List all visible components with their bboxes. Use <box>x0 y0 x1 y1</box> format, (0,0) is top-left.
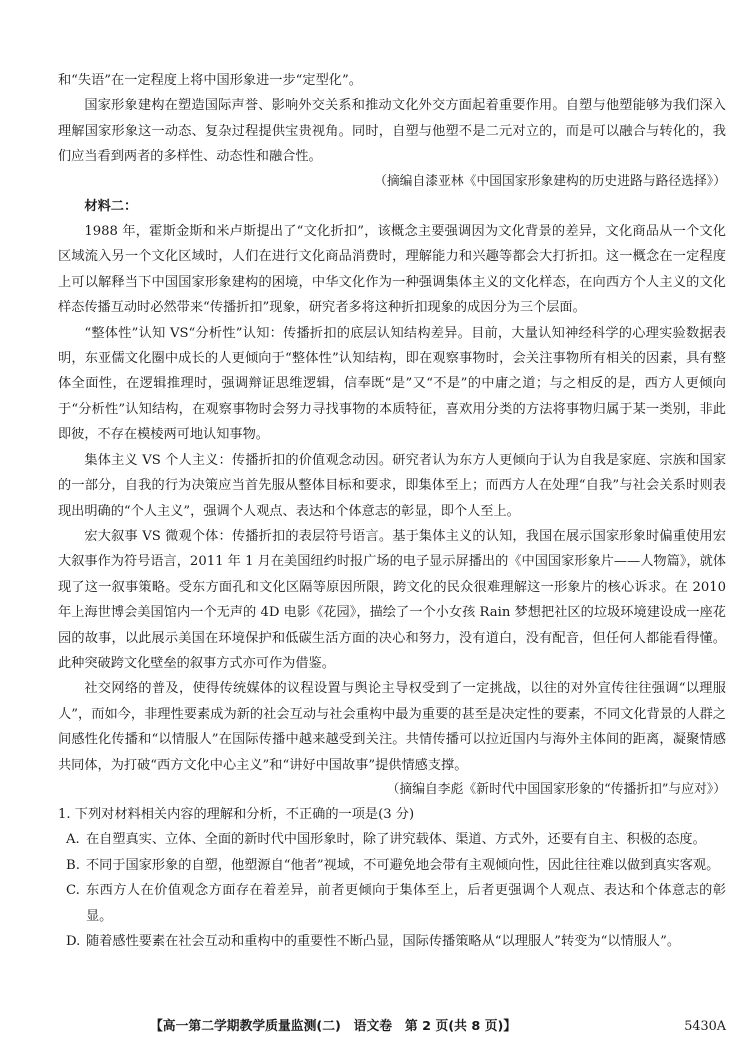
option-text: 东西方人在价值观念方面存在着差异，前者更倾向于集体至上，后者更强调个人观点、表达和个体意志的彰显。 <box>86 883 726 924</box>
option-letter: C. <box>66 883 80 899</box>
option-letter: A. <box>66 832 80 848</box>
option-d <box>58 929 726 954</box>
source-citation: （摘编自漆亚林《中国国家形象建构的历史进路与路径选择》） <box>374 173 726 189</box>
paragraph: 社交网络的普及，使得传统媒体的议程设置与舆论主导权受到了一定挑战，以往的对外宣传往往强调“以理服人”，而如今，非理性要素成为新的社会互动与社会重构中最为重要的甚至是决定性的要素，不同文化背景的人群之间感性化传播和“以情服人”在国际传播中越来越受到关注。共情传播可以拉近国内与海外主体间的距离，凝聚情感共同体，为打破“西方文化中心主义”和“讲好中国故事”提供情感支撑。 <box>58 681 726 773</box>
paragraph: 1988 年，霍斯金斯和米卢斯提出了“文化折扣”，该概念主要强调因为文化背景的差异，文化商品从一个文化区域流入另一个文化区域时，人们在进行文化商品消费时，理解能力和兴趣等都会大打折扣。这一概念在一定程度上可以解释当下中国国家形象建构的困境，中华文化作为一种强调集体主义的文化样态，在向西方个人主义的文化样态传播互动时必然带来“传播折扣”现象，研究者多将这种折扣现象的成因分为三个层面。 <box>58 224 726 316</box>
paragraph: 集体主义 VS 个人主义：传播折扣的价值观念动因。研究者认为东方人更倾向于认为自我是家庭、宗族和国家的一部分，自我的行为决策应当首先服从整体目标和要求，即集体至上；而西方人在处理“自我”与社会关系时则表现出明确的“个人主义”，强调个人观点、表达和个体意志的彰显，即个人至上。 <box>58 452 726 519</box>
option-text: 不同于国家形象的自塑，他塑源自“他者”视域，不可避免地会带有主观倾向性，因此往往难以做到真实客观。 <box>86 857 720 873</box>
option-c <box>58 878 726 929</box>
option-letter: D. <box>66 934 81 949</box>
option-b <box>58 853 726 878</box>
continued-text: 和“失语”在一定程度上将中国形象进一步“定型化”。 <box>58 73 362 88</box>
option-letter: B. <box>66 857 80 873</box>
question-block <box>58 802 726 954</box>
option-text: 随着感性要素在社会互动和重构中的重要性不断凸显，国际传播策略从“以理服人”转变为“以情服人”。 <box>86 934 681 949</box>
option-text: 在自塑真实、立体、全面的新时代中国形象时，除了讲究载体、渠道、方式外，还要有自主、积极的态度。 <box>86 832 706 848</box>
question-stem: 1. 下列对材料相关内容的理解和分析，不正确的一项是(3 分) <box>58 806 415 822</box>
material-heading: 材料二： <box>84 198 138 214</box>
paragraph: 宏大叙事 VS 微观个体：传播折扣的表层符号语言。基于集体主义的认知，我国在展示国家形象时偏重使用宏大叙事作为符号语言，2011 年 1 月在美国纽约时报广场的电子显示屏播出的《中国国家形象片——人物篇》，就体现了这一叙事策略。受东方面孔和文化区隔等原因所限，跨文化的民众很难理解这一形象片的核心诉求。在 2010 年上海世博会美国馆内一个无声的 4D 电影《花园》，描绘了一个小女孩 Rain 梦想把社区的垃圾环境建设成一座花园的故事，以此展示美国在环境保护和低碳生活方面的决心和努力，没有道白，没有配音，但任何人都能看得懂。此种突破跨文化壁垒的叙事方式亦可作为借鉴。 <box>58 528 726 671</box>
option-a <box>58 827 726 852</box>
paragraph: 国家形象建构在塑造国际声誉、影响外交关系和推动文化外交方面起着重要作用。自塑与他塑能够为我们深入理解国家形象这一动态、复杂过程提供宝贵视角。同时，自塑与他塑不是二元对立的，而是可以融合与转化的，我们应当看到两者的多样性、动态性和融合性。 <box>58 98 726 165</box>
exam-code: 5430A <box>684 1019 726 1034</box>
paragraph: “整体性”认知 VS“分析性”认知：传播折扣的底层认知结构差异。目前，大量认知神经科学的心理实验数据表明，东亚儒文化圈中成长的人更倾向于“整体性”认知结构，即在观察事物时，会关注事物所有相关的因素，具有整体全面性，在逻辑推理时，强调辩证思维逻辑，信奉既“是”又“不是”的中庸之道；与之相反的是，西方人更倾向于“分析性”认知结构，在观察事物时会努力寻找事物的本质特征，喜欢用分类的方法将事物归属于某一类别，非此即彼，不存在模棱两可地认知事物。 <box>58 325 726 443</box>
document-page <box>58 68 726 954</box>
page-footer <box>150 1015 726 1034</box>
footer-label: 【高一第二学期教学质量监测(二) 语文卷 第 2 页(共 8 页)】 <box>150 1019 517 1034</box>
source-citation: （摘编自李彪《新时代中国国家形象的“传播折扣”与应对》） <box>386 781 726 797</box>
